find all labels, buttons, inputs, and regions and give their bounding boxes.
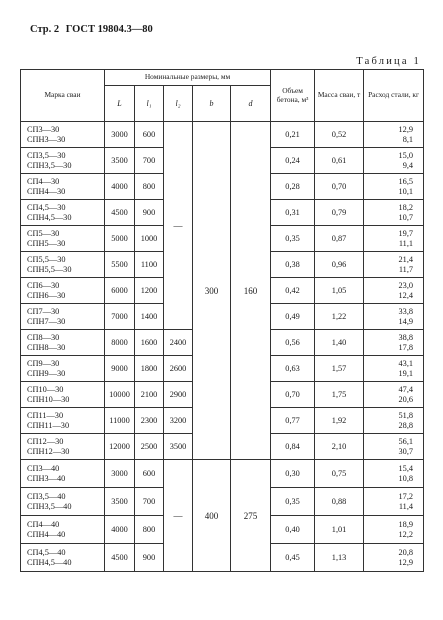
standard-number: ГОСТ 19804.3—80 (65, 24, 153, 35)
pile-mass: 0,87 (315, 226, 364, 252)
length-L: 6000 (105, 278, 135, 304)
steel-consumption-top: 18,2 (398, 203, 414, 212)
length-l2: 2400 (164, 330, 193, 356)
length-L: 5500 (105, 252, 135, 278)
length-l1: 2100 (135, 382, 164, 408)
pile-mark-bottom: СПН10—30 (27, 394, 70, 404)
steel-consumption-top: 18,9 (398, 520, 414, 529)
concrete-volume: 0,38 (271, 252, 315, 278)
table-row (21, 460, 424, 488)
pile-mass: 1,57 (315, 356, 364, 382)
pile-mark-bottom: СПН5—30 (27, 238, 66, 248)
concrete-volume: 0,42 (271, 278, 315, 304)
steel-consumption-top: 15,0 (398, 151, 414, 160)
diameter-d: 275 (231, 460, 271, 572)
pile-mark (21, 252, 105, 278)
pile-mark (21, 460, 105, 488)
steel-consumption (364, 408, 424, 434)
pile-mark-bottom: СПН4—40 (27, 529, 66, 539)
steel-consumption (364, 148, 424, 174)
pile-mass: 1,92 (315, 408, 364, 434)
length-l2-dash: — (164, 460, 193, 572)
concrete-volume: 0,35 (271, 488, 315, 516)
pile-mass: 1,22 (315, 304, 364, 330)
pile-mass: 1,40 (315, 330, 364, 356)
steel-consumption-top: 23,0 (398, 281, 414, 290)
concrete-volume: 0,84 (271, 434, 315, 460)
concrete-volume: 0,70 (271, 382, 315, 408)
pile-mark-top: СП3,5—40 (27, 491, 66, 501)
pile-mass: 0,61 (315, 148, 364, 174)
pile-mass: 0,75 (315, 460, 364, 488)
length-l1: 800 (135, 174, 164, 200)
pile-mark-bottom: СПН5,5—30 (27, 264, 72, 274)
steel-consumption-bottom: 30,7 (398, 446, 414, 456)
steel-consumption (364, 226, 424, 252)
pile-mark-bottom: СПН3,5—30 (27, 160, 72, 170)
length-l1: 1000 (135, 226, 164, 252)
steel-consumption-top: 20,8 (398, 548, 414, 557)
concrete-volume: 0,30 (271, 460, 315, 488)
pile-mark (21, 382, 105, 408)
pile-mark-top: СП4—40 (27, 519, 60, 529)
pile-mark-bottom: СПН3,5—40 (27, 501, 72, 511)
pile-mark (21, 544, 105, 572)
length-l1: 800 (135, 516, 164, 544)
pile-mark-top: СП5—30 (27, 228, 60, 238)
pile-mark (21, 278, 105, 304)
col-l1: l₁ (135, 86, 164, 122)
length-l2: 2600 (164, 356, 193, 382)
length-L: 3000 (105, 122, 135, 148)
concrete-volume: 0,28 (271, 174, 315, 200)
pile-mark (21, 356, 105, 382)
steel-consumption (364, 304, 424, 330)
pile-mark-top: СП6—30 (27, 280, 60, 290)
pile-mark (21, 200, 105, 226)
concrete-volume: 0,63 (271, 356, 315, 382)
pile-mark (21, 304, 105, 330)
pile-mass: 0,88 (315, 488, 364, 516)
piles-table (20, 69, 424, 572)
pile-mark-top: СП9—30 (27, 358, 60, 368)
length-l2: 2900 (164, 382, 193, 408)
steel-consumption-top: 47,4 (398, 385, 414, 394)
concrete-volume: 0,45 (271, 544, 315, 572)
steel-consumption (364, 460, 424, 488)
pile-mass: 0,79 (315, 200, 364, 226)
length-L: 4500 (105, 544, 135, 572)
steel-consumption-top: 56,1 (398, 437, 414, 446)
steel-consumption-bottom: 12,4 (398, 290, 414, 300)
pile-mass: 1,75 (315, 382, 364, 408)
steel-consumption-top: 43,1 (398, 359, 414, 368)
steel-consumption (364, 122, 424, 148)
steel-consumption-top: 51,8 (398, 411, 414, 420)
concrete-volume: 0,31 (271, 200, 315, 226)
col-steel: Расход стали, кг (364, 70, 424, 122)
concrete-volume: 0,56 (271, 330, 315, 356)
pile-mark-top: СП8—30 (27, 332, 60, 342)
steel-consumption-top: 16,5 (398, 177, 414, 186)
length-l1: 600 (135, 122, 164, 148)
length-l1: 700 (135, 488, 164, 516)
steel-consumption-top: 19,7 (398, 229, 414, 238)
table-row (21, 122, 424, 148)
steel-consumption-bottom: 20,6 (398, 394, 414, 404)
pile-mark-bottom: СПН3—30 (27, 134, 66, 144)
col-mass: Масса сваи, т (315, 70, 364, 122)
col-l2: l₂ (164, 86, 193, 122)
length-l2-dash: — (164, 122, 193, 330)
pile-mark-top: СП3—40 (27, 463, 60, 473)
pile-mark-bottom: СПН4,5—30 (27, 212, 72, 222)
steel-consumption (364, 356, 424, 382)
pile-mark-top: СП3,5—30 (27, 150, 66, 160)
steel-consumption-top: 33,8 (398, 307, 414, 316)
pile-mark-top: СП11—30 (27, 410, 64, 420)
pile-mark-top: СП4—30 (27, 176, 60, 186)
steel-consumption (364, 174, 424, 200)
length-l1: 1600 (135, 330, 164, 356)
steel-consumption-top: 15,4 (398, 464, 414, 473)
length-L: 4000 (105, 516, 135, 544)
pile-mass: 0,52 (315, 122, 364, 148)
steel-consumption (364, 200, 424, 226)
length-l2: 3500 (164, 434, 193, 460)
steel-consumption-top: 21,4 (398, 255, 414, 264)
length-L: 7000 (105, 304, 135, 330)
length-L: 4500 (105, 200, 135, 226)
steel-consumption-bottom: 14,9 (398, 316, 414, 326)
pile-mark (21, 148, 105, 174)
steel-consumption-bottom: 19,1 (398, 368, 414, 378)
pile-mark-top: СП12—30 (27, 436, 64, 446)
steel-consumption-bottom: 10,1 (398, 186, 414, 196)
steel-consumption-bottom: 17,8 (398, 342, 414, 352)
table-caption: Таблица 1 (356, 56, 421, 67)
col-b: b (193, 86, 231, 122)
pile-mark (21, 488, 105, 516)
length-L: 8000 (105, 330, 135, 356)
pile-mark (21, 330, 105, 356)
col-nominal-sizes: Номинальные размеры, мм (105, 70, 271, 86)
pile-mark-bottom: СПН6—30 (27, 290, 66, 300)
pile-mass: 2,10 (315, 434, 364, 460)
steel-consumption-bottom: 28,8 (398, 420, 414, 430)
steel-consumption-bottom: 11,4 (398, 501, 414, 511)
length-l1: 2300 (135, 408, 164, 434)
steel-consumption-bottom: 9,4 (402, 160, 414, 170)
pile-mark (21, 516, 105, 544)
col-d: d (231, 86, 271, 122)
concrete-volume: 0,35 (271, 226, 315, 252)
pile-mark-top: СП3—30 (27, 124, 60, 134)
pile-mark-bottom: СПН8—30 (27, 342, 66, 352)
pile-mark-bottom: СПН9—30 (27, 368, 66, 378)
steel-consumption (364, 544, 424, 572)
steel-consumption-bottom: 11,1 (398, 238, 414, 248)
pile-mass: 1,13 (315, 544, 364, 572)
width-b: 400 (193, 460, 231, 572)
length-l1: 600 (135, 460, 164, 488)
pile-mass: 0,96 (315, 252, 364, 278)
page-number: Стр. 2 (30, 24, 60, 35)
concrete-volume: 0,49 (271, 304, 315, 330)
length-l1: 900 (135, 200, 164, 226)
length-l2: 3200 (164, 408, 193, 434)
steel-consumption-bottom: 12,9 (398, 557, 414, 567)
concrete-volume: 0,24 (271, 148, 315, 174)
pile-mark-top: СП5,5—30 (27, 254, 66, 264)
length-l1: 1200 (135, 278, 164, 304)
length-l1: 1800 (135, 356, 164, 382)
length-L: 4000 (105, 174, 135, 200)
pile-mark-top: СП4,5—30 (27, 202, 66, 212)
steel-consumption (364, 382, 424, 408)
pile-mark (21, 226, 105, 252)
pile-mark (21, 174, 105, 200)
pile-mark-bottom: СПН4,5—40 (27, 557, 72, 567)
length-l1: 900 (135, 544, 164, 572)
col-L: L (105, 86, 135, 122)
col-mark: Марка сваи (21, 70, 105, 122)
length-L: 5000 (105, 226, 135, 252)
pile-mark-top: СП7—30 (27, 306, 60, 316)
length-l1: 1100 (135, 252, 164, 278)
length-L: 9000 (105, 356, 135, 382)
steel-consumption-top: 17,2 (398, 492, 414, 501)
steel-consumption-bottom: 10,8 (398, 473, 414, 483)
pile-mark-top: СП10—30 (27, 384, 64, 394)
diameter-d: 160 (231, 122, 271, 460)
width-b: 300 (193, 122, 231, 460)
length-L: 3500 (105, 148, 135, 174)
col-volume: Объем бетона, м³ (271, 70, 315, 122)
length-L: 3000 (105, 460, 135, 488)
steel-consumption-bottom: 12,2 (398, 529, 414, 539)
steel-consumption-bottom: 8,1 (402, 134, 414, 144)
page-header (30, 24, 153, 35)
steel-consumption (364, 252, 424, 278)
pile-mark-top: СП4,5—40 (27, 547, 66, 557)
pile-mark (21, 408, 105, 434)
steel-consumption (364, 278, 424, 304)
pile-mark (21, 122, 105, 148)
length-l1: 1400 (135, 304, 164, 330)
pile-mark-bottom: СПН11—30 (27, 420, 70, 430)
concrete-volume: 0,21 (271, 122, 315, 148)
pile-mark-bottom: СПН12—30 (27, 446, 70, 456)
table-body (21, 122, 424, 572)
length-L: 12000 (105, 434, 135, 460)
steel-consumption (364, 434, 424, 460)
steel-consumption (364, 330, 424, 356)
pile-mass: 1,01 (315, 516, 364, 544)
steel-consumption (364, 516, 424, 544)
length-L: 11000 (105, 408, 135, 434)
length-l1: 700 (135, 148, 164, 174)
length-L: 3500 (105, 488, 135, 516)
pile-mark-bottom: СПН7—30 (27, 316, 66, 326)
steel-consumption (364, 488, 424, 516)
length-l1: 2500 (135, 434, 164, 460)
concrete-volume: 0,40 (271, 516, 315, 544)
pile-mark (21, 434, 105, 460)
length-L: 10000 (105, 382, 135, 408)
concrete-volume: 0,77 (271, 408, 315, 434)
pile-mass: 0,70 (315, 174, 364, 200)
steel-consumption-top: 38,8 (398, 333, 414, 342)
pile-mass: 1,05 (315, 278, 364, 304)
pile-mark-bottom: СПН3—40 (27, 473, 66, 483)
steel-consumption-bottom: 11,7 (398, 264, 414, 274)
pile-mark-bottom: СПН4—30 (27, 186, 66, 196)
steel-consumption-top: 12,9 (398, 125, 414, 134)
steel-consumption-bottom: 10,7 (398, 212, 414, 222)
